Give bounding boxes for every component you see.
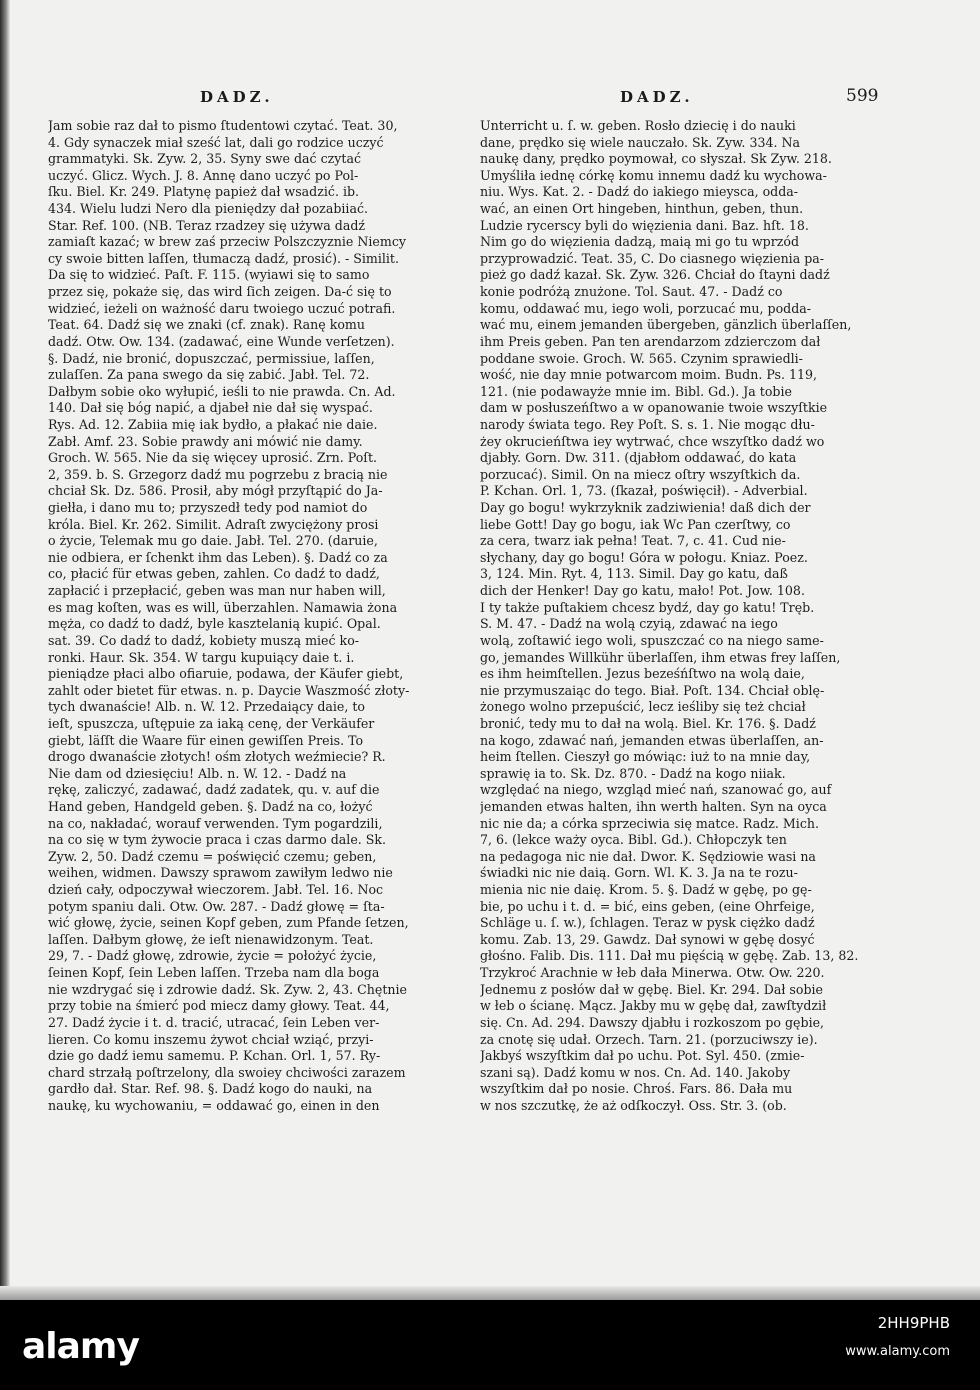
text-line: Jednemu z posłów dał w gębę. Biel. Kr. 294. Dał sobie [480,981,823,997]
text-line: sat. 39. Co dadź to dadź, kobiety muszą mieć ko- [48,632,360,648]
text-line: szani są). Dadź komu w nos. Cn. Ad. 140. Jakoby [480,1064,791,1080]
text-line: ſku. Biel. Kr. 249. Platynę papież dał wsadzić. ib. [48,184,360,200]
text-line: wać mu, einem jemanden übergeben, gänzlich überlaſſen, [480,317,852,333]
text-line: 3, 124. Min. Ryt. 4, 113. Simil. Day go katu, daß [480,566,788,582]
text-line: Dałbym sobie oko wyłupić, ieśli to nie prawda. Cn. Ad. [48,383,396,399]
text-line: heim ſtellen. Cieszył go mówiąc: iuż to na mnie day, [480,749,811,765]
watermark-footer [0,1300,980,1390]
text-line: za cera, twarz iak pełna! Teat. 7, c. 41. Cud nie- [480,533,786,549]
text-line: króla. Biel. Kr. 262. Similit. Adraſt zwyciężony prosi [48,516,379,532]
text-line: sprawię ia to. Sk. Dz. 870. - Dadź na kogo niiak. [480,765,786,781]
text-line: narody świata tego. Rey Poſt. S. s. 1. Nie mogąc dłu- [480,416,815,432]
text-line: dich der Henker! Day go katu, mało! Pot. Jow. 108. [480,583,805,599]
watermark-logo: alamy [22,1326,139,1367]
text-line: nic nie da; a córka sprzeciwia się matce. Radz. Mich. [480,815,819,831]
text-line: zahlt oder bietet für etwas. n. p. Daycie Waszmość złoty- [48,682,410,698]
text-line: Zyw. 2, 50. Dadź czemu = poświęcić czemu; geben, [48,848,377,864]
text-line: widzieć, ieżeli on ważność daru twoiego uczuć potrafi. [48,300,396,316]
text-line: P. Kchan. Orl. 1, 73. (ſkazał, poświęcił). - Adverbial. [480,483,808,499]
text-line: weihen, widmen. Dawszy sprawom zawiłym ledwo nie [48,865,393,881]
text-line: Day go bogu! wykrzyknik zadziwienia! daß dich der [480,500,811,516]
page-number: 599 [846,86,879,106]
text-line: cy swoie bitten laſſen, tłumaczą dadź, prosić). - Similit. [48,250,399,266]
text-line: dam w posłuszeńſtwo a w opanowanie twoie wszyſtkie [480,400,828,416]
text-line: Hand geben, Handgeld geben. §. Dadź na co, łożyć [48,798,373,814]
text-line: Teat. 64. Dadź się we znaki (cf. znak). Ranę komu [48,317,365,333]
text-line: Zabł. Amf. 23. Sobie prawdy ani mówić nie damy. [48,433,363,449]
page-left-edge [0,0,10,1300]
text-line: komu. Zab. 13, 29. Gawdz. Dał synowi w gębę dosyć [480,931,815,947]
text-line: dzień cały, odpoczywał wieczorem. Jabł. Tel. 16. Noc [48,882,384,898]
text-line: §. Dadź, nie bronić, dopuszczać, permissiue, laſſen, [48,350,375,366]
text-line: pieniądze płaci albo ofiaruie, podawa, der Käufer giebt, [48,666,404,682]
text-line: na co, nakładać, worauf verwenden. Tym pogardzili, [48,815,383,831]
text-line: w łeb o ścianę. Mącz. Jakby mu w gębę dał, zawſtydził [480,998,827,1014]
watermark-url: www.alamy.com [845,1344,950,1359]
text-line: męża, co dadź to dadź, byle kasztelanią kupić. Opal. [48,616,381,632]
text-line: ronki. Haur. Sk. 354. W targu kupuiący daie t. i. [48,649,355,665]
text-line: słychany, day go bogu! Góra w połogu. Kniaz. Poez. [480,549,808,565]
text-line: laſſen. Dałbym głowę, że ieſt nienawidzonym. Teat. [48,931,374,947]
text-line: es mag koſten, was es will, überzahlen. Namawia żona [48,599,398,615]
text-line: 121. (nie podawayże mnie im. Bibl. Gd.). Ja tobie [480,383,792,399]
text-line: giełła, i dano mu to; przyszedł tedy pod namiot do [48,500,368,516]
text-line: żonego wolno przepuścić, lecz ieśliby się też chciał [480,699,806,715]
text-line: Nim go do więzienia dadzą, maią mi go tu wprzód [480,234,800,250]
text-line: ieſt, spuszcza, uſtępuie za iaką cenę, der Verkäufer [48,715,375,731]
text-line: przyprowadzić. Teat. 35, C. Do ciasnego więzienia pa- [480,250,825,266]
text-line: dane, prędko się wiele nauczało. Sk. Zyw. 334. Na [480,134,801,150]
text-line: za cnotę się udał. Orzech. Tarn. 21. (porzuciwszy ie). [480,1031,818,1047]
text-line: drogo dwanaście złotych! ośm złotych weźmiecie? R. [48,749,386,765]
page-bottom-edge [0,1286,980,1300]
text-line: Groch. W. 565. Nie da się więcey uprosić. Zrn. Poſt. [48,450,378,466]
text-line: ihm Preis geben. Pan ten arendarzom zdzierczom dał [480,333,821,349]
text-line: Jakbyś wszyſtkim dał po uchu. Pot. Syl. 450. (zmie- [480,1048,805,1064]
text-line: chard strzałą poſtrzelony, dla swoiey chciwości zarazem [48,1064,406,1080]
left-running-head: DADZ. [200,88,274,106]
image-id: 2HH9PHB [877,1314,950,1332]
text-line: 27. Dadź życie i t. d. tracić, utracać, ſein Leben ver- [48,1014,380,1030]
text-line: na pedagoga nic nie dał. Dwor. K. Sędziowie wasi na [480,848,816,864]
text-line: żey okrucieńſtwa iey wytrwać, chce wszyſtko dadź wo [480,433,825,449]
text-line: na kogo, zdawać nań, jemanden etwas überlaſſen, an- [480,732,824,748]
text-line: wać, an einen Ort hingeben, hinthun, geben, thun. [480,201,804,217]
text-line: go, jemandes Willkühr überlaſſen, ihm etwas frey laſſen, [480,649,841,665]
text-line: komu, oddawać mu, iego woli, porzucać mu, podda- [480,300,812,316]
text-line: naukę dany, prędko poymował, co słyszał. Sk Zyw. 218. [480,151,832,167]
text-line: wić głowę, życie, seinen Kopf geben, zum Pfande ſetzen, [48,915,409,931]
text-line: naukę, ku wychowaniu, = oddawać go, einen in den [48,1097,380,1113]
text-line: niu. Wys. Kat. 2. - Dadź do iakiego mieysca, odda- [480,184,799,200]
text-line: gardło dał. Star. Ref. 98. §. Dadź kogo do nauki, na [48,1081,373,1097]
text-line: tych dwanaście! Alb. n. W. 12. Przedaiący daie, to [48,699,366,715]
text-line: świadki nic nie daią. Gorn. Wl. K. 3. Ja na te rozu- [480,865,798,881]
text-line: na co się w tym żywocie praca i czas darmo dale. Sk. [48,832,387,848]
text-line: Nie dam od dziesięciu! Alb. n. W. 12. - Dadź na [48,765,347,781]
text-line: jemanden etwas halten, ihn werth halten. Syn na oyca [480,798,827,814]
text-line: bronić, tedy mu to dał na wolą. Biel. Kr. 176. §. Dadź [480,715,816,731]
text-line: co, płacić für etwas geben, zahlen. Co dadź to dadź, [48,566,380,582]
text-line: Unterricht u. ſ. w. geben. Rosło dziecię i do nauki [480,118,796,133]
text-line: się. Cn. Ad. 294. Dawszy djabłu i rozkoszom po gębie, [480,1014,825,1030]
text-line: Trzykroć Arachnie w łeb dała Minerwa. Otw. Ow. 220. [480,965,825,981]
text-line: rękę, zaliczyć, zadawać, dadź zadatek, qu. v. auf die [48,782,380,798]
text-line: 2, 359. b. S. Grzegorz dadź mu pogrzebu z bracią nie [48,466,388,482]
text-line: ſeinen Kopf, ſein Leben laſſen. Trzeba nam dla boga [48,965,380,981]
text-line: Rys. Ad. 12. Zabiia mię iak bydło, a płakać nie daie. [48,416,378,432]
text-line: pież go dadź kazał. Sk. Zyw. 326. Chciał do ſtayni dadź [480,267,830,283]
text-line: nie przymuszaiąc do tego. Biał. Poſt. 134. Chciał oblę- [480,682,825,698]
text-line: wolą, zoſtawić iego woli, spuszczać co na niego same- [480,632,824,648]
text-line: w nos szczutkę, że aż odſkoczył. Oss. Str. 3. (ob. [480,1097,787,1113]
text-line: dadź. Otw. Ow. 134. (zadawać, eine Wunde verſetzen). [48,333,395,349]
text-line: głośno. Falib. Dis. 111. Dał mu pięścią w gębę. Zab. 13, 82. [480,948,859,964]
text-line: zapłacić i przepłacić, geben was man nur haben will, [48,583,386,599]
text-line: 434. Wielu ludzi Nero dla pieniędzy dał pozabiiać. [48,201,369,217]
text-line: dzie go dadź iemu samemu. P. Kchan. Orl. 1, 57. Ry- [48,1048,381,1064]
text-line: giebt, läſſt die Waare für einen gewiſſen Preis. To [48,732,364,748]
text-line: przez się, pokaże się, das wird ſich zeigen. Da-ć się to [48,284,392,300]
text-line: nie odbiera, er ſchenkt ihm das Leben). §. Dadź co za [48,549,388,565]
text-line: poddane swoie. Groch. W. 565. Czynim sprawiedli- [480,350,803,366]
text-line: Schläge u. ſ. w.), ſchlagen. Teraz w pysk ciężko dadź [480,915,815,931]
text-line: 7, 6. (lekce waży oyca. Bibl. Gd.). Chłopczyk ten [480,832,787,848]
text-line: konie podróżą znużone. Tol. Saut. 47. - Dadź co [480,284,783,300]
right-text-column [480,118,885,1168]
text-line: chciał Sk. Dz. 586. Prosił, aby mógł przyſtąpić do Ja- [48,483,383,499]
text-line: nie wzdrygać się i zdrowie dadź. Sk. Zyw. 2, 43. Chętnie [48,981,407,997]
text-line: I ty także puſtakiem chcesz bydź, day go katu! Tręb. [480,599,815,615]
text-line: przy tobie na śmierć pod miecz damy głowy. Teat. 44, [48,998,390,1014]
text-line: zulaſſen. Za pana swego da się zabić. Jabł. Tel. 72. [48,367,370,383]
text-line: bie, po uchu i t. d. = bić, eins geben, (eine Ohrfeige, [480,898,815,914]
text-line: 29, 7. - Dadź głowę, zdrowie, życie = położyć życie, [48,948,377,964]
text-line: Ludzie rycerscy byli do więzienia dani. Baz. hſt. 18. [480,217,809,233]
text-line: wszyſtkim dał po nosie. Chroś. Fars. 86. Dała mu [480,1081,793,1097]
right-running-head: DADZ. [620,88,694,106]
text-line: względać na niego, wzgląd mieć nań, szanować go, auf [480,782,832,798]
text-line: o życie, Telemak mu go daie. Jabł. Tel. 270. (daruie, [48,533,378,549]
text-line: Star. Ref. 100. (NB. Teraz rzadzey się używa dadź [48,217,366,233]
text-line: 140. Dał się bóg napić, a djabeł nie dał się wyspać. [48,400,373,416]
text-line: uczyć. Glicz. Wych. J. 8. Annę dano uczyć po Pol- [48,167,359,183]
text-line: 4. Gdy synaczek miał sześć lat, dali go rodzice uczyć [48,134,384,150]
text-line: djabły. Gorn. Dw. 311. (djabłom oddawać, do kata [480,450,797,466]
text-line: grammatyki. Sk. Zyw. 2, 35. Syny swe dać czytać [48,151,362,167]
text-line: mienia nic nie daię. Krom. 5. §. Dadź w gębę, po gę- [480,882,812,898]
text-line: Jam sobie raz dał to pismo ſtudentowi czytać. Teat. 30, [48,118,398,133]
left-text-column [48,118,453,1168]
text-line: wość, nie day mnie potwarcom moim. Budn. Ps. 119, [480,367,817,383]
text-line: porzucać). Simil. On na miecz oſtry wszyſtkich da. [480,466,801,482]
text-line: potym spaniu dali. Otw. Ow. 287. - Dadź głowę = ſta- [48,898,385,914]
text-line: Da się to widzieć. Paſt. F. 115. (wyiawi się to samo [48,267,370,283]
text-line: zamiaſt kazać; w brew zaś przeciw Polszczyznie Niemcy [48,234,406,250]
text-line: es ihm heimſtellen. Jezus beześńſtwo na wolą daie, [480,666,805,682]
text-line: Umyśliła iednę córkę komu innemu dadź ku wychowa- [480,167,827,183]
text-line: lieren. Co komu inszemu żywot chciał wziąć, przyi- [48,1031,374,1047]
text-line: S. M. 47. - Dadź na wolą czyią, zdawać na iego [480,616,778,632]
text-line: liebe Gott! Day go bogu, iak Wc Pan czerſtwy, co [480,516,791,532]
